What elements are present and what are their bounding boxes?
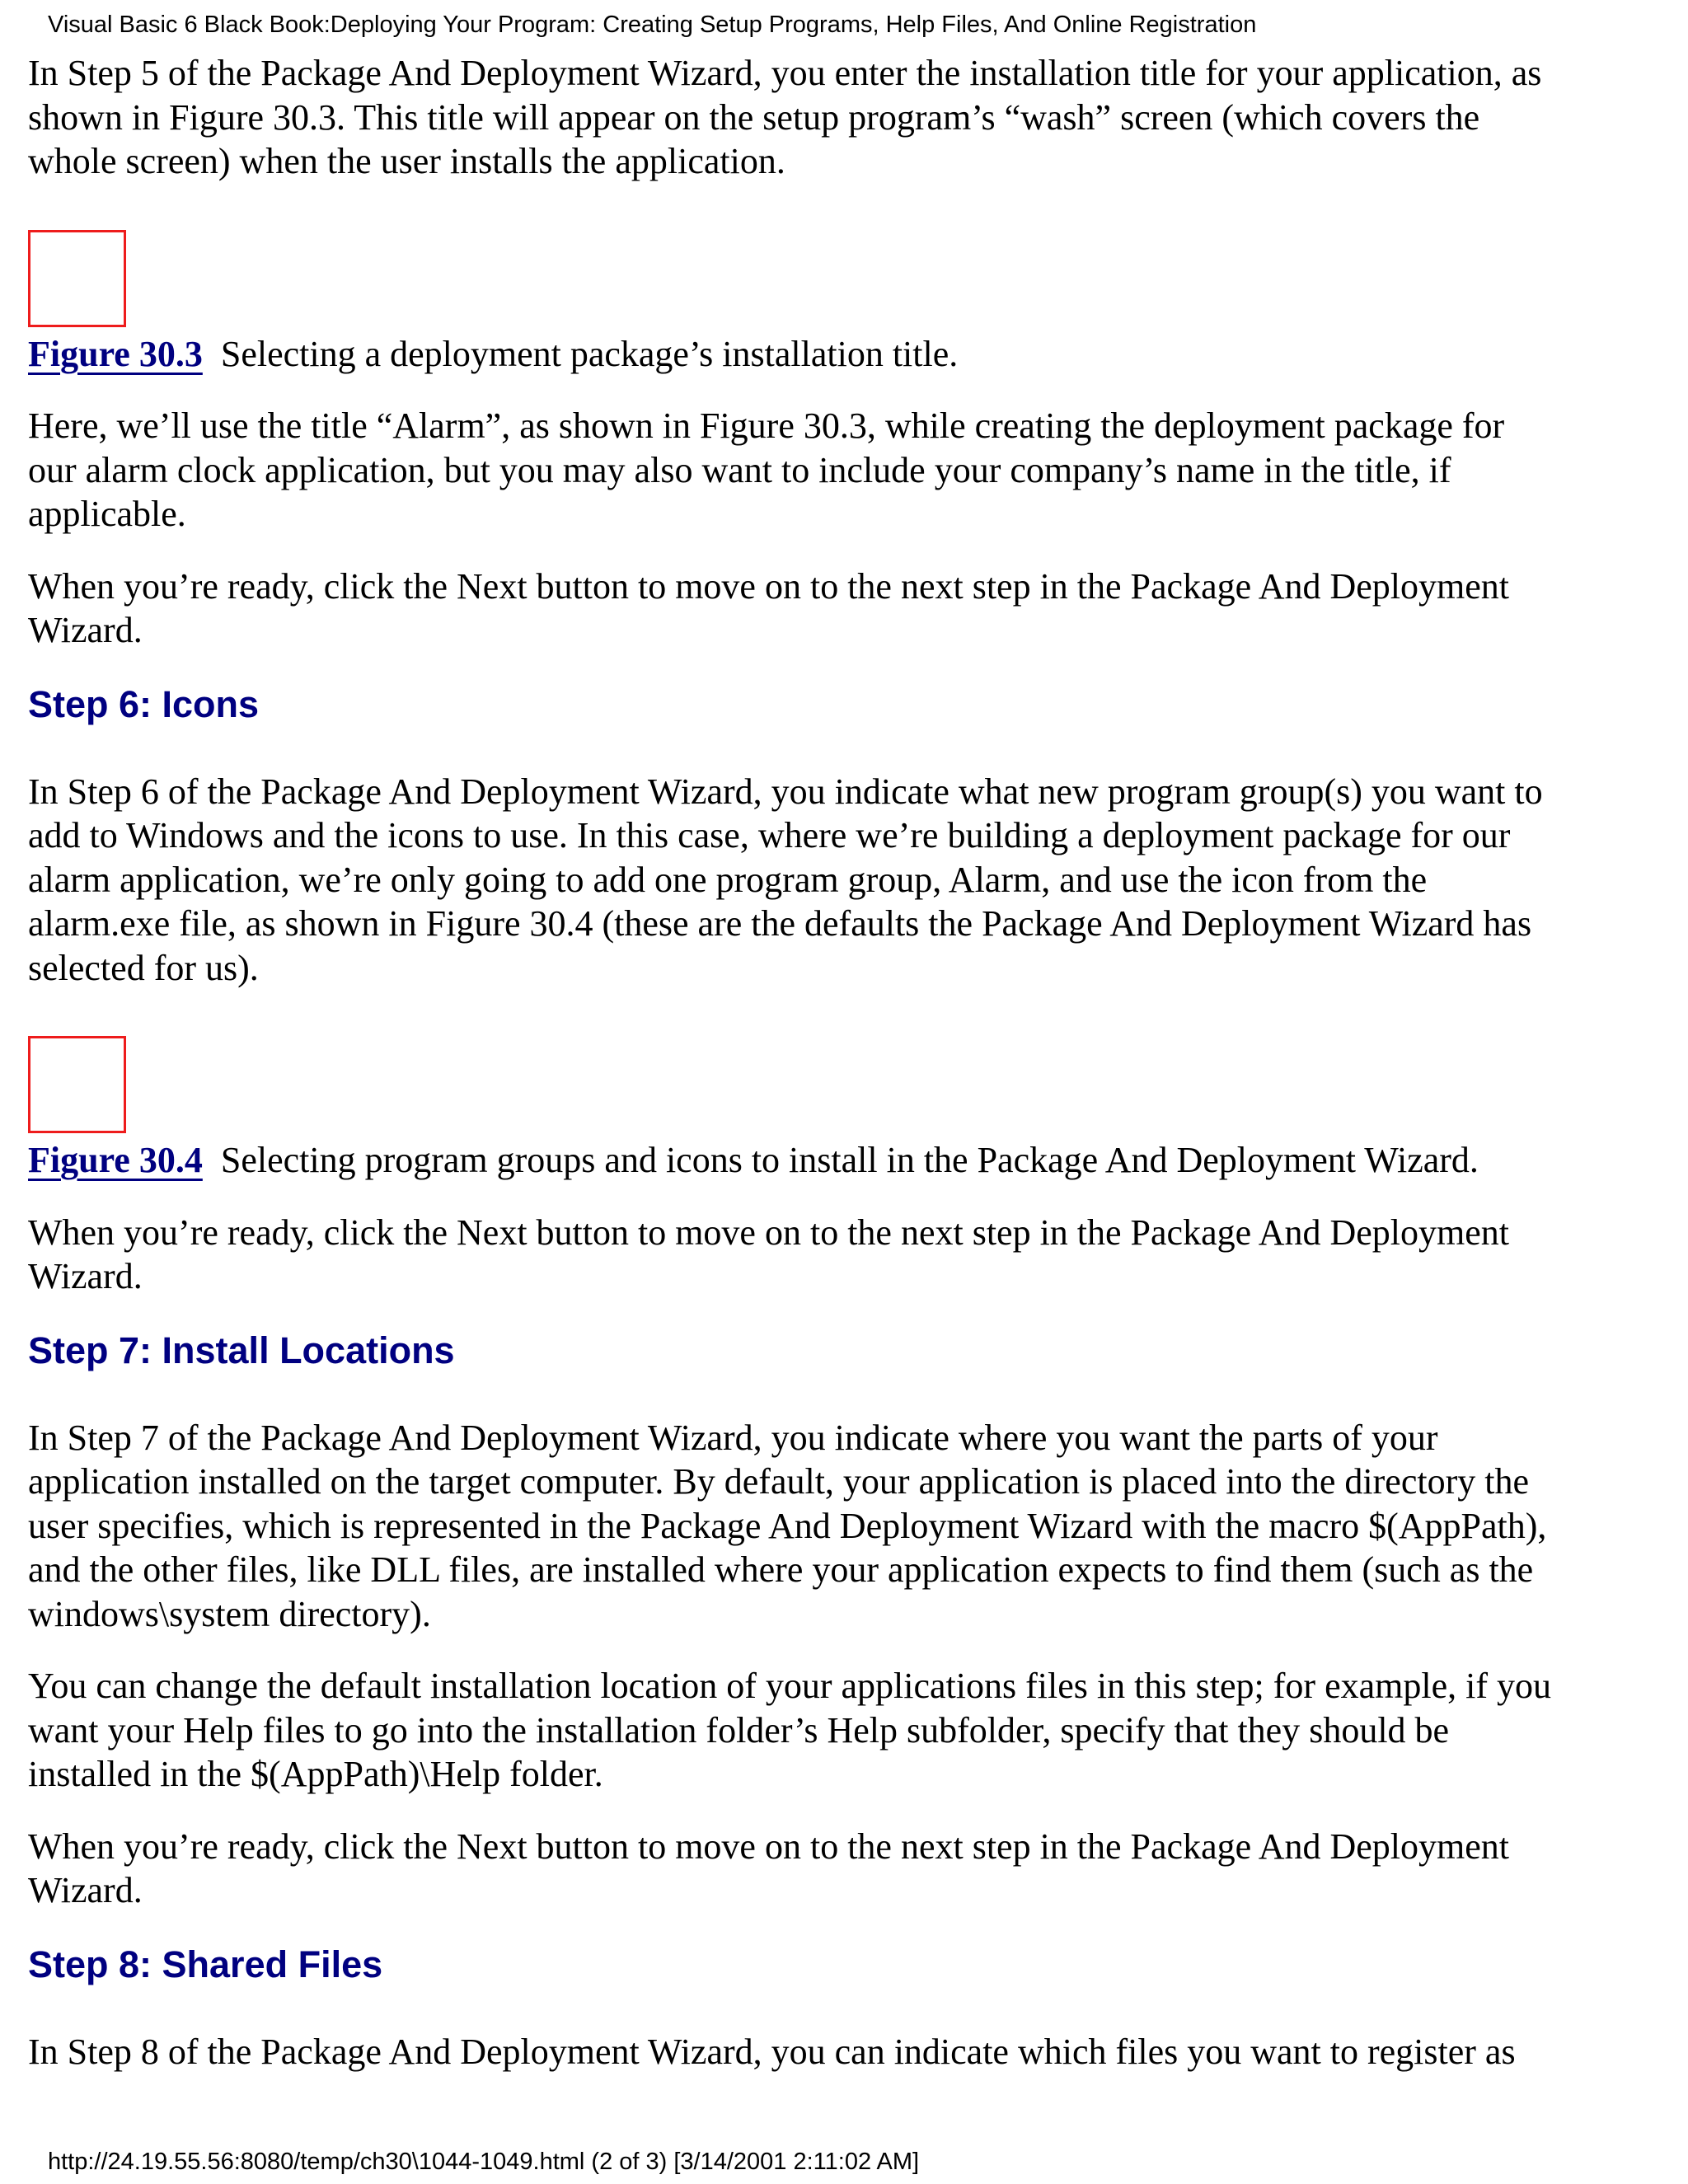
text-line: shown in Figure 30.3. This title will appear on the setup program’s “wash” screen (which covers the — [28, 96, 1480, 138]
text-line: In Step 8 of the Package And Deployment Wizard, you can indicate which files you want to register as — [28, 2031, 1516, 2072]
heading-step-7: Step 7: Install Locations — [28, 1329, 455, 1371]
text-line: want your Help files to go into the installation folder’s Help subfolder, specify that they should be — [28, 1709, 1450, 1750]
text-line: Wizard. — [28, 1870, 143, 1910]
paragraph-next-step-6 — [28, 1211, 1668, 1299]
paragraph-install-location — [28, 1664, 1668, 1797]
text-line: alarm application, we’re only going to add one program group, Alarm, and use the icon from the — [28, 859, 1428, 900]
text-line: alarm.exe file, as shown in Figure 30.4 (these are the defaults the Package And Deployment Wizard has — [28, 903, 1532, 944]
figure-caption-text: Selecting a deployment package’s installation title. — [220, 333, 959, 374]
paragraph-step8-intro — [28, 2030, 1668, 2074]
paragraph-next-step-5 — [28, 565, 1668, 653]
text-line: Wizard. — [28, 1256, 143, 1296]
text-line: whole screen) when the user installs the application. — [28, 141, 785, 181]
figure-30-4-image-placeholder[interactable] — [28, 1036, 126, 1133]
document-body — [28, 51, 1668, 2074]
page-footer-url: http://24.19.55.56:8080/temp/ch30\1044-1049.html (2 of 3) [3/14/2001 2:11:02 AM] — [48, 2149, 920, 2175]
text-line: In Step 7 of the Package And Deployment Wizard, you indicate where you want the parts of your — [28, 1417, 1438, 1458]
paragraph-alarm-title — [28, 404, 1668, 537]
heading-step-6: Step 6: Icons — [28, 682, 260, 725]
text-line: user specifies, which is represented in the Package And Deployment Wizard with the macro $(AppPath), — [28, 1505, 1547, 1546]
text-line: installed in the $(AppPath)\Help folder. — [28, 1754, 603, 1794]
text-line: selected for us). — [28, 947, 259, 988]
heading-step-8: Step 8: Shared Files — [28, 1943, 383, 1985]
text-line: our alarm clock application, but you may also want to include your company’s name in the title, if — [28, 449, 1451, 490]
text-line: You can change the default installation location of your applications files in this step; for example, if you — [28, 1666, 1551, 1706]
text-line: windows\system directory). — [28, 1593, 431, 1634]
figure-caption-text: Selecting program groups and icons to install in the Package And Deployment Wizard. — [220, 1140, 1479, 1180]
paragraph-step7-intro — [28, 1416, 1668, 1637]
text-line: and the other files, like DLL files, are installed where your application expects to find them (such as the — [28, 1549, 1534, 1590]
text-line: add to Windows and the icons to use. In this case, where we’re building a deployment package for our — [28, 815, 1511, 855]
text-line: In Step 6 of the Package And Deployment Wizard, you indicate what new program group(s) you want to — [28, 771, 1543, 812]
text-line: applicable. — [28, 494, 186, 534]
text-line: When you’re ready, click the Next button to move on to the next step in the Package And Deployment — [28, 565, 1509, 607]
text-line: When you’re ready, click the Next button to move on to the next step in the Package And Deployment — [28, 1212, 1509, 1253]
paragraph-next-step-7 — [28, 1825, 1668, 1913]
figure-30-4-link[interactable]: Figure 30.4 — [28, 1140, 203, 1180]
text-line: application installed on the target computer. By default, your application is placed into the directory the — [28, 1461, 1529, 1502]
paragraph-step6-intro — [28, 770, 1668, 991]
figure-30-3-link[interactable]: Figure 30.3 — [28, 333, 203, 374]
figure-30-3-caption — [28, 332, 1668, 377]
text-line: When you’re ready, click the Next button to move on to the next step in the Package And Deployment — [28, 1825, 1509, 1867]
text-line: Wizard. — [28, 610, 143, 650]
text-line: Here, we’ll use the title “Alarm”, as shown in Figure 30.3, while creating the deployment package for — [28, 405, 1505, 446]
figure-30-4-caption — [28, 1138, 1668, 1183]
figure-30-3-image-placeholder[interactable] — [28, 230, 126, 327]
text-line: In Step 5 of the Package And Deployment Wizard, you enter the installation title for your application, as — [28, 53, 1542, 93]
paragraph-step5-intro — [28, 51, 1668, 184]
page-header: Visual Basic 6 Black Book:Deploying Your Program: Creating Setup Programs, Help Files, And Online Registration — [48, 12, 1257, 38]
